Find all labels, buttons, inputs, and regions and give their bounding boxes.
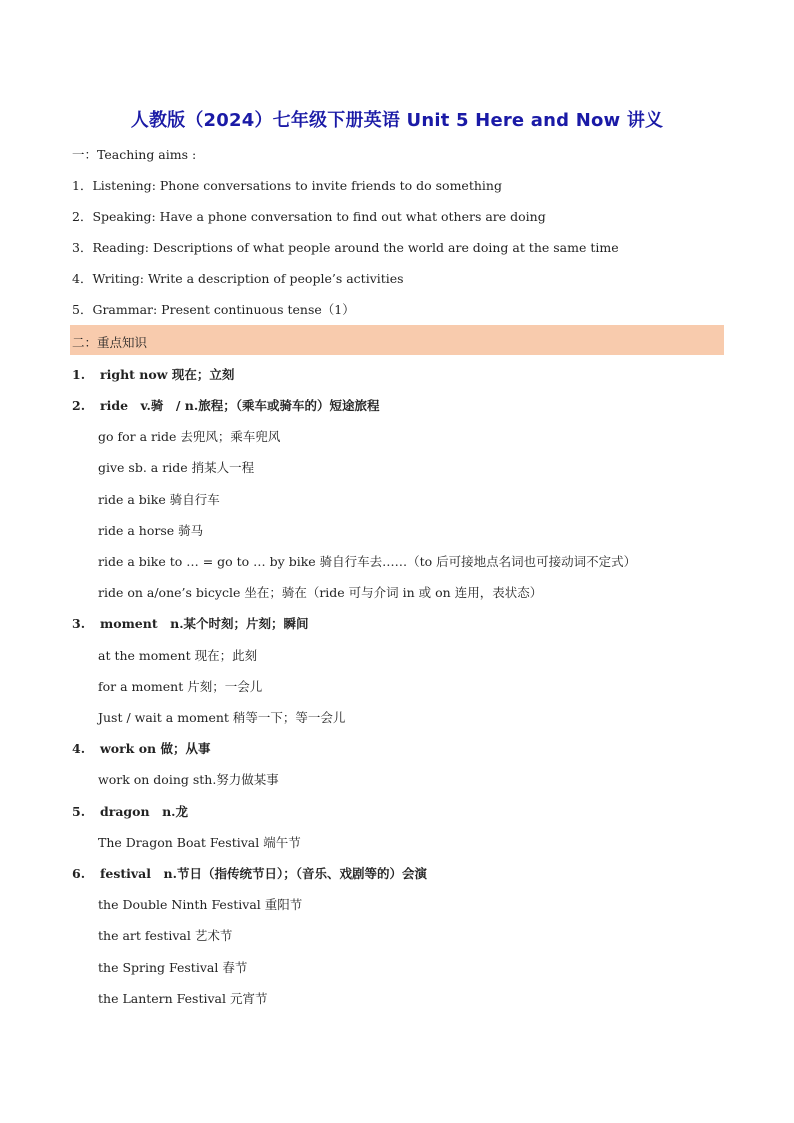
phrase-item: at the moment 现在；此刻 xyxy=(98,648,258,663)
entry-number: 3. xyxy=(72,616,86,631)
phrase-item: the Double Ninth Festival 重阳节 xyxy=(98,897,303,912)
phrase-item: the Lantern Festival 元宵节 xyxy=(98,991,268,1006)
phrase-item: ride on a/one’s bicycle 坐在；骑在（ride 可与介词 in 或 on 连用，表状态） xyxy=(98,585,543,600)
vocab-entry xyxy=(72,802,188,820)
aim-item: 1．Listening: Phone conversations to invite friends to do something xyxy=(72,178,502,193)
phrase-item: the Spring Festival 春节 xyxy=(98,960,248,975)
vocab-entry xyxy=(72,365,234,383)
vocab-entry xyxy=(72,396,380,414)
phrase-item: give sb. a ride 捎某人一程 xyxy=(98,460,255,475)
phrase-item: ride a horse 骑马 xyxy=(98,523,204,538)
vocab-entry xyxy=(72,864,427,882)
section-highlight-bar xyxy=(70,325,724,355)
vocab-entry xyxy=(72,614,309,632)
entry-head: dragon n.龙 xyxy=(100,804,189,819)
entry-number: 5. xyxy=(72,804,86,819)
entry-number: 6. xyxy=(72,866,86,881)
entry-number: 2. xyxy=(72,398,86,413)
entry-head: moment n.某个时刻；片刻；瞬间 xyxy=(100,616,309,631)
entry-number: 1. xyxy=(72,367,86,382)
entry-head: work on 做；从事 xyxy=(100,741,211,756)
aims-heading: 一：Teaching aims : xyxy=(72,147,197,162)
aim-item: 3．Reading: Descriptions of what people around the world are doing at the same time xyxy=(72,240,619,255)
aim-item: 4．Writing: Write a description of people’s activities xyxy=(72,271,404,286)
entry-head: right now 现在；立刻 xyxy=(100,367,235,382)
phrase-item: for a moment 片刻；一会儿 xyxy=(98,679,263,694)
entry-number: 4. xyxy=(72,741,86,756)
phrase-item: Just / wait a moment 稍等一下；等一会儿 xyxy=(98,710,346,725)
phrase-item: ride a bike 骑自行车 xyxy=(98,492,220,507)
aim-item: 5．Grammar: Present continuous tense（1） xyxy=(72,302,355,317)
phrase-item: work on doing sth.努力做某事 xyxy=(98,772,279,787)
phrase-item: go for a ride 去兜风；乘车兜风 xyxy=(98,429,281,444)
document-title: 人教版（2024）七年级下册英语 Unit 5 Here and Now 讲义 xyxy=(130,110,664,131)
entry-head: ride v.骑 / n.旅程；（乘车或骑车的）短途旅程 xyxy=(100,398,380,413)
phrase-item: The Dragon Boat Festival 端午节 xyxy=(98,835,301,850)
aim-item: 2．Speaking: Have a phone conversation to find out what others are doing xyxy=(72,209,546,224)
phrase-item: ride a bike to … = go to … by bike 骑自行车去……（to 后可接地点名词也可接动词不定式） xyxy=(98,554,637,569)
entry-head: festival n.节日（指传统节日）；（音乐、戏剧等的）会演 xyxy=(100,866,427,881)
vocab-entry xyxy=(72,739,210,757)
phrase-item: the art festival 艺术节 xyxy=(98,928,233,943)
section-heading: 二：重点知识 xyxy=(72,335,148,350)
